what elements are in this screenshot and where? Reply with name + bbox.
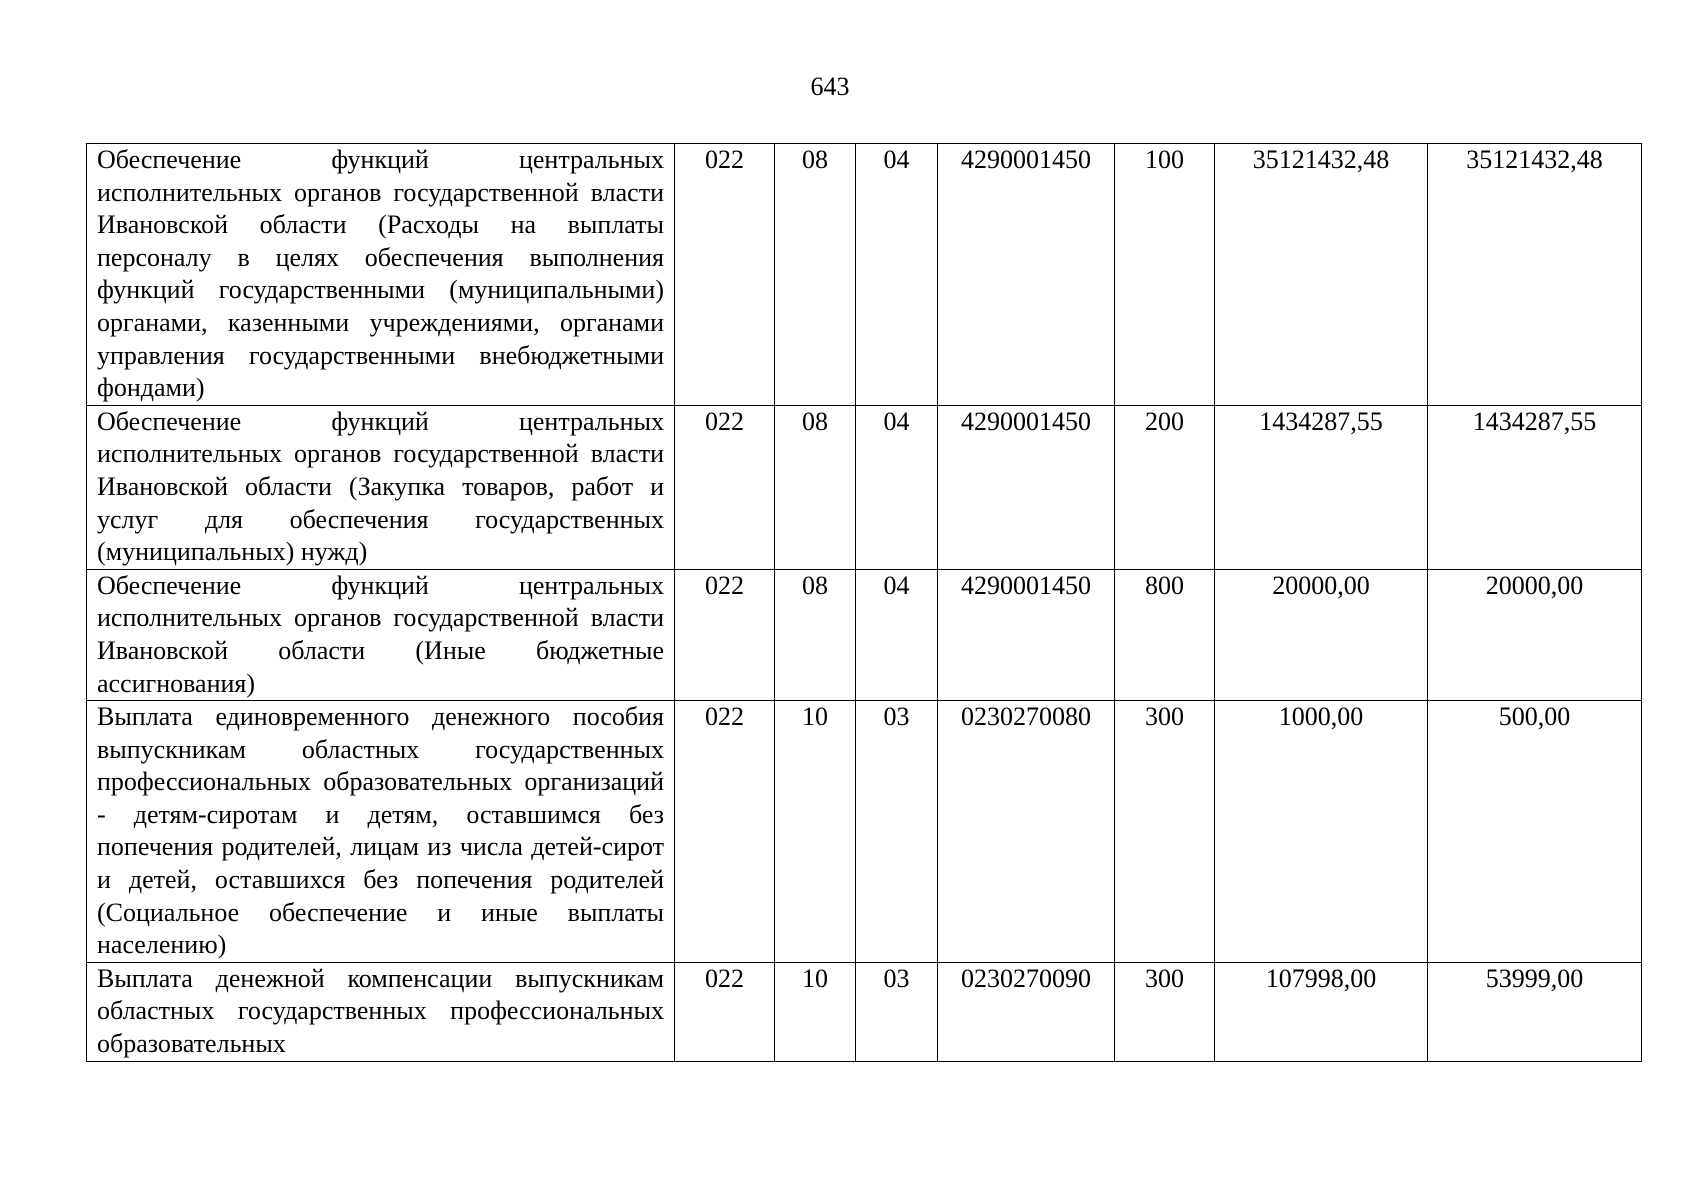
- amount-2-cell: 500,00: [1428, 701, 1642, 963]
- amount-2-cell: 20000,00: [1428, 569, 1642, 700]
- amount-2-cell: 1434287,55: [1428, 405, 1642, 569]
- table-row: [87, 569, 1642, 700]
- target-article-cell: 4290001450: [938, 144, 1115, 406]
- section-code-cell: 08: [775, 144, 856, 406]
- target-article-cell: 0230270090: [938, 962, 1115, 1061]
- ministry-code-cell: 022: [675, 962, 775, 1061]
- description-cell: Выплата денежной компенсации выпускникам областных государственных профессиональных образовательных: [87, 962, 675, 1061]
- table-row: [87, 701, 1642, 963]
- description-cell: Обеспечение функций центральных исполнительных органов государственной власти Ивановской области (Иные бюджетные ассигнования): [87, 569, 675, 700]
- expense-type-cell: 300: [1115, 701, 1215, 963]
- description-cell: Обеспечение функций центральных исполнительных органов государственной власти Ивановской области (Закупка товаров, работ и услуг для обеспечения государственных (муниципальных) нужд): [87, 405, 675, 569]
- subsection-code-cell: 03: [856, 701, 938, 963]
- ministry-code-cell: 022: [675, 144, 775, 406]
- table-row: [87, 144, 1642, 406]
- subsection-code-cell: 03: [856, 962, 938, 1061]
- description-cell: Обеспечение функций центральных исполнительных органов государственной власти Ивановской области (Расходы на выплаты персоналу в целях обеспечения выполнения функций государственными (муниципальными) органами, казенными учреждениями, органами управления государственными внебюджетными фондами): [87, 144, 675, 406]
- target-article-cell: 4290001450: [938, 569, 1115, 700]
- section-code-cell: 10: [775, 962, 856, 1061]
- expense-type-cell: 800: [1115, 569, 1215, 700]
- expense-type-cell: 100: [1115, 144, 1215, 406]
- amount-2-cell: 53999,00: [1428, 962, 1642, 1061]
- expense-type-cell: 200: [1115, 405, 1215, 569]
- amount-1-cell: 107998,00: [1215, 962, 1428, 1061]
- table-row: [87, 405, 1642, 569]
- target-article-cell: 0230270080: [938, 701, 1115, 963]
- ministry-code-cell: 022: [675, 405, 775, 569]
- subsection-code-cell: 04: [856, 569, 938, 700]
- subsection-code-cell: 04: [856, 144, 938, 406]
- amount-1-cell: 20000,00: [1215, 569, 1428, 700]
- expense-type-cell: 300: [1115, 962, 1215, 1061]
- amount-2-cell: 35121432,48: [1428, 144, 1642, 406]
- amount-1-cell: 35121432,48: [1215, 144, 1428, 406]
- table-row: [87, 962, 1642, 1061]
- section-code-cell: 10: [775, 701, 856, 963]
- budget-table: [86, 143, 1642, 1062]
- subsection-code-cell: 04: [856, 405, 938, 569]
- ministry-code-cell: 022: [675, 701, 775, 963]
- ministry-code-cell: 022: [675, 569, 775, 700]
- section-code-cell: 08: [775, 405, 856, 569]
- section-code-cell: 08: [775, 569, 856, 700]
- amount-1-cell: 1000,00: [1215, 701, 1428, 963]
- description-cell: Выплата единовременного денежного пособия выпускникам областных государственных профессиональных образовательных организаций - детям-сиротам и детям, оставшимся без попечения родителей, лицам из числа детей-сирот и детей, оставшихся без попечения родителей (Социальное обеспечение и иные выплаты населению): [87, 701, 675, 963]
- target-article-cell: 4290001450: [938, 405, 1115, 569]
- page-number: 643: [810, 72, 850, 101]
- amount-1-cell: 1434287,55: [1215, 405, 1428, 569]
